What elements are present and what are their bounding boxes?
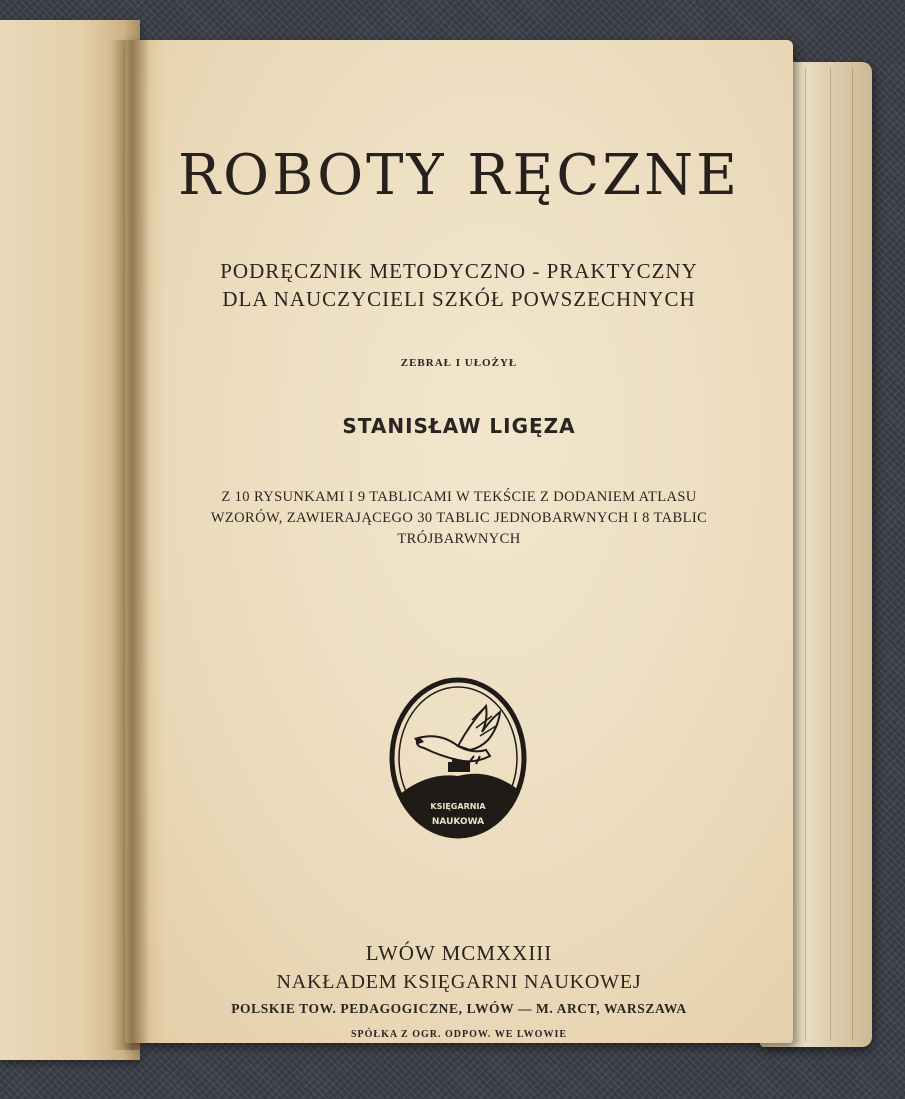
printer-line: POLSKIE TOW. PEDAGOGICZNE, LWÓW — M. ARCT, WARSZAWA bbox=[231, 1001, 687, 1016]
subtitle-line: PODRĘCZNIK METODYCZNO - PRAKTYCZNY bbox=[220, 259, 698, 283]
subtitle-line: DLA NAUCZYCIELI SZKÓŁ POWSZECHNYCH bbox=[222, 287, 696, 311]
contents-line: Z 10 RYSUNKAMI I 9 TABLICAMI W TEKŚCIE Z DODANIEM ATLASU bbox=[221, 489, 697, 505]
company-line: SPÓŁKA Z OGR. ODPOW. WE LWOWIE bbox=[350, 1029, 568, 1040]
emblem-text-bottom: NAUKOWA bbox=[431, 817, 485, 827]
eagle-emblem-icon bbox=[388, 676, 528, 841]
place-year: LWÓW MCMXXIII bbox=[365, 941, 553, 965]
book-title: ROBOTY RĘCZNE bbox=[178, 143, 740, 208]
contents-line: WZORÓW, ZAWIERAJĄCEGO 30 TABLIC JEDNOBARWNYCH I 8 TABLIC bbox=[210, 510, 708, 526]
author-name: STANISŁAW LIGĘZA bbox=[342, 414, 576, 438]
publisher-line: NAKŁADEM KSIĘGARNI NAUKOWEJ bbox=[276, 971, 642, 993]
contents-line: TRÓJBARWNYCH bbox=[397, 531, 521, 547]
contents-note bbox=[125, 487, 793, 550]
emblem-text-top: KSIĘGARNIA bbox=[430, 802, 486, 811]
book-subtitle bbox=[125, 257, 793, 313]
compiled-by-label: ZEBRAŁ I UŁOŻYŁ bbox=[400, 357, 518, 369]
